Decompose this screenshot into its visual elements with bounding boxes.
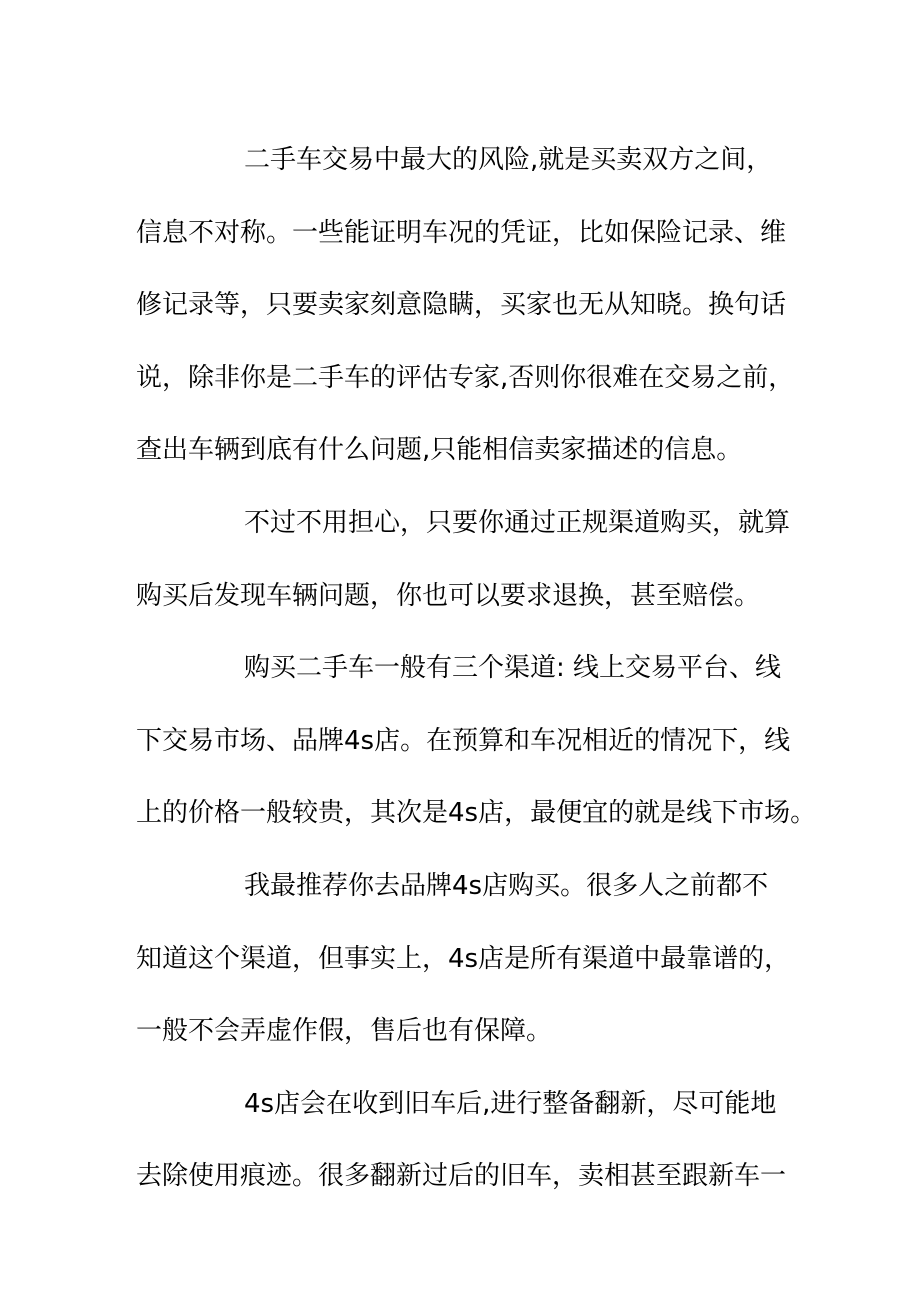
paragraph-2-line-2: 购买后发现车辆问题，你也可以要求退换，甚至赔偿。 (136, 580, 761, 611)
paragraph-1-line-3: 修记录等，只要卖家刻意隐瞒，买家也无从知晓。换句话 (136, 290, 787, 321)
paragraph-4-line-2: 知道这个渠道，但事实上，4s店是所有渠道中最靠谱的， (136, 943, 791, 974)
paragraph-1-line-4: 说，除非你是二手车的评估专家,否则你很难在交易之前， (136, 362, 795, 393)
paragraph-1-line-5: 查出车辆到底有什么问题,只能相信卖家描述的信息。 (136, 435, 743, 466)
paragraph-2-line-1: 不过不用担心，只要你通过正规渠道购买，就算 (244, 507, 791, 538)
paragraph-3-line-3: 上的价格一般较贵，其次是4s店，最便宜的就是线下市场。 (136, 798, 817, 829)
paragraph-4-line-1: 我最推荐你去品牌4s店购买。很多人之前都不 (244, 870, 769, 901)
document-body (136, 124, 817, 1213)
paragraph-1-line-1: 二手车交易中最大的风险,就是买卖双方之间， (244, 145, 773, 175)
paragraph-5-line-1: 4s店会在收到旧车后,进行整备翻新，尽可能地 (244, 1088, 777, 1119)
paragraph-5-line-2: 去除使用痕迹。很多翻新过后的旧车，卖相甚至跟新车一 (136, 1161, 787, 1192)
paragraph-1-line-2: 信息不对称。一些能证明车况的凭证，比如保险记录、维 (136, 217, 787, 248)
paragraph-3-line-1: 购买二手车一般有三个渠道: 线上交易平台、线 (244, 653, 782, 684)
paragraph-4-line-3: 一般不会弄虚作假，售后也有保障。 (136, 1016, 553, 1047)
paragraph-3-line-2: 下交易市场、品牌4s店。在预算和车况相近的情况下，线 (136, 725, 791, 756)
